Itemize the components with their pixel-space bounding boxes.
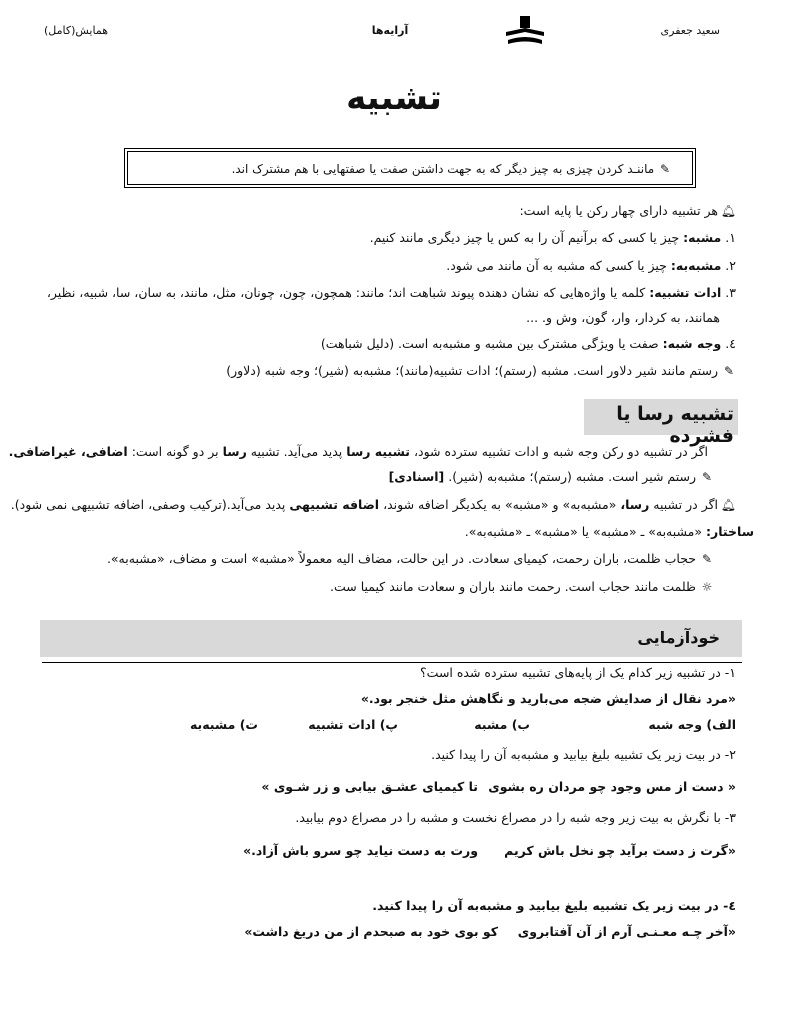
question-2-hemistich-2: تا کیمیای عشـق بیابی و زر شـوی » [261, 779, 478, 794]
bell-icon: 🔔︎ [720, 204, 736, 218]
section-heading-self-test: خودآزمایی [40, 620, 742, 657]
example-1: ✎ رستم مانند شیر دلاور است. مشبه (رستم)؛ ادات تشبیه(مانند)؛ مشبه‌به (شیر)؛ وجه شبه (دلاور) [226, 363, 735, 378]
question-4: ٤- در بیت زیر یک تشبیه بلیغ بیابید و مشبه‌به آن را پیدا کنید. [372, 898, 736, 913]
pillar-3-continued: همانند، به کردار، وار، گون، وش و. ... [526, 310, 720, 325]
pillar-3: ۳. ادات تشبیه: کلمه یا واژه‌هایی که نشان دهنده پیوند شباهت اند؛ مانند: همچون، چون، چونان، مثل، مانند، به سان، سا، شبیه، نظیر، [46, 285, 736, 300]
bell-icon: 🔔︎ [720, 498, 736, 512]
section-heading-compact-simile: تشبیه رسا یا فشرده [584, 399, 738, 435]
scroll-pen-icon: ✎ [659, 162, 671, 176]
pencil-icon: ✎ [701, 470, 713, 484]
structure-line: ساختار: «مشبه‌به» ـ «مشبه» یا «مشبه» ـ «مشبه‌به». [464, 524, 754, 539]
question-3-hemistich-1: «گرت ز دست برآید چو نخل باش کریم [504, 843, 736, 858]
pencil-icon: ✎ [701, 552, 713, 566]
question-4-hemistich-1: «آخر چـه معـنـی آرم از آن آفتابروی [517, 924, 736, 939]
question-4-hemistich-2: کو بوی خود به صبحدم از من دریغ داشت» [244, 924, 498, 939]
sun-icon: ☼ [701, 580, 713, 594]
section2-example-3: ☼ ظلمت مانند حجاب است. رحمت مانند باران و سعادت مانند کیمیا ست. [330, 579, 713, 594]
section2-note: 🔔︎ اگر در تشبیه رسا، «مشبه‌به» و «مشبه» به یکدیگر اضافه شوند، اضافه تشبیهی پدید می‌آید.(ترکیب وصفی، اضافه تشبیهی نمی شود). [10, 497, 736, 512]
question-3-hemistich-2: ورت به دست نیاید چو سرو باش آزاد.» [243, 843, 478, 858]
pillar-4: ٤. وجه شبه: صفت یا ویژگی مشترک بین مشبه و مشبه‌به است. (دلیل شباهت) [320, 336, 736, 351]
question-1-quote: «مرد نقال از صدایش ضجه می‌بارید و نگاهش مثل خنجر بود.» [360, 691, 736, 706]
definition-box [124, 148, 696, 188]
option-a: الف) وجه شبه [648, 717, 736, 732]
book-logo-icon [502, 14, 548, 48]
pillar-2: ۲. مشبه‌به: چیز یا کسی که مشبه به آن مانند می شود. [446, 258, 736, 273]
page-title: تشبیه [346, 78, 442, 118]
section2-example-2: ✎ حجاب ظلمت، باران رحمت، کیمیای سعادت. در این حالت، مضاف الیه معمولاً «مشبه» است و مضاف، «مشبه‌به». [106, 551, 713, 566]
option-d: ت) مشبه‌به [189, 717, 258, 732]
question-2-hemistich-1: « دست از مس وجود چو مردان ره بشوی [488, 779, 736, 794]
divider [42, 662, 742, 663]
question-2: ۲- در بیت زیر یک تشبیه بلیغ بیابید و مشبه‌به آن را پیدا کنید. [431, 747, 736, 762]
question-3: ۳- با نگرش به بیت زیر وجه شبه را در مصراع نخست و مشبه را در مصراع دوم بیابید. [295, 810, 736, 825]
header-chapter: آرایه‌ها [371, 24, 409, 37]
definition-text: ✎ ماننـد کردن چیزی به چیز دیگر که به جهت داشتن صفت یا صفتهایی با هم مشترک اند. [231, 162, 671, 176]
section2-paragraph: اگر در تشبیه دو رکن وجه شبه و ادات تشبیه سترده شود، تشبیه رسا پدید می‌آید. تشبیه رسا بر دو گونه است: اضافی، غیراضافی. [8, 444, 708, 459]
pencil-icon: ✎ [723, 364, 735, 378]
question-1: ۱- در تشبیه زیر کدام یک از پایه‌های تشبیه سترده شده است؟ [420, 665, 736, 680]
intro-line: 🔔︎ هر تشبیه دارای چهار رکن یا پایه است: [519, 203, 736, 218]
option-b: ب) مشبه [474, 717, 530, 732]
header-author: سعید جعفری [660, 24, 720, 37]
section2-example: ✎ رستم شیر است. مشبه (رستم)؛ مشبه‌به (شیر). [اسنادی] [388, 469, 713, 484]
pillar-1: ۱. مشبه: چیز یا کسی که برآنیم آن را به کس یا چیز دیگری مانند کنیم. [369, 230, 736, 245]
option-c: پ) ادات تشبیه [308, 717, 398, 732]
header-series: همایش(کامل) [44, 24, 108, 37]
